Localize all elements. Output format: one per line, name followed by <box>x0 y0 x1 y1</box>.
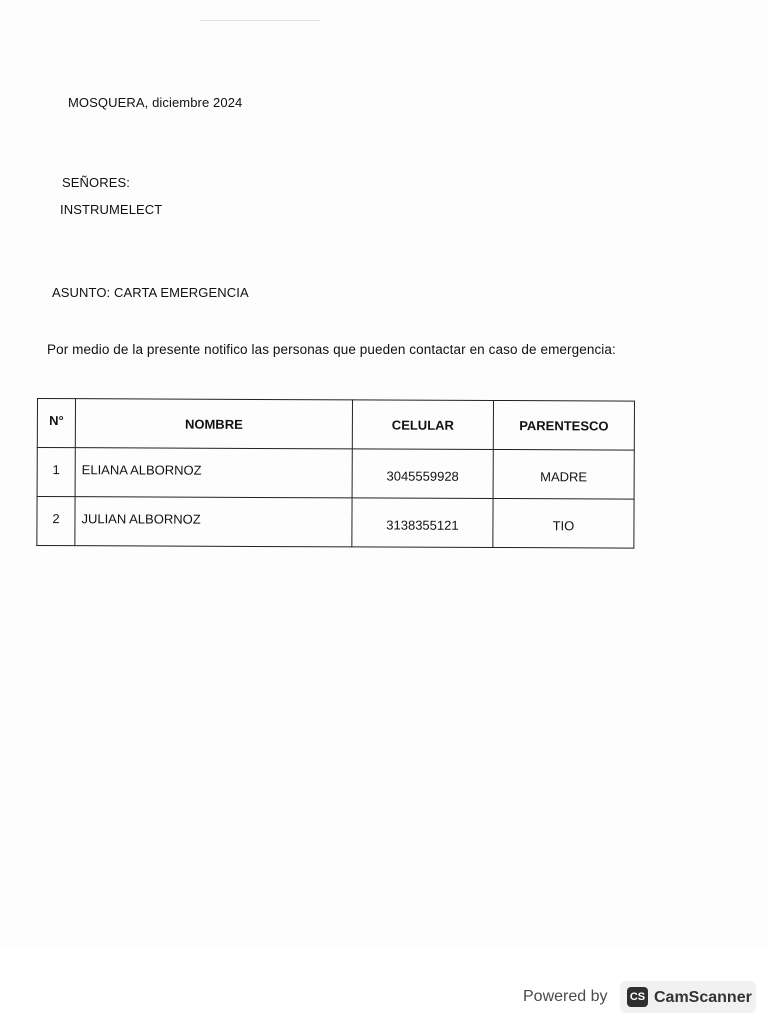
header-relation: PARENTESCO <box>493 400 634 450</box>
contact-phone: 3045559928 <box>352 449 493 499</box>
contact-relation: MADRE <box>493 449 634 499</box>
header-name: NOMBRE <box>75 399 352 449</box>
recipient-title: SEÑORES: <box>62 175 130 190</box>
table-row <box>37 497 634 549</box>
intro-paragraph: Por medio de la presente notifico las personas que pueden contactar en caso de emergencia: <box>47 342 616 357</box>
contact-phone: 3138355121 <box>352 498 493 548</box>
table-header-row <box>37 399 634 451</box>
powered-by-label: Powered by <box>523 988 608 1005</box>
recipient-company: INSTRUMELECT <box>60 202 163 217</box>
header-phone: CELULAR <box>352 400 493 450</box>
row-number: 1 <box>37 448 75 497</box>
camscanner-brand: CamScanner <box>654 989 752 1006</box>
scan-edge-mark <box>200 20 320 21</box>
emergency-contacts-table <box>36 398 635 549</box>
contact-name: ELIANA ALBORNOZ <box>75 448 352 498</box>
contact-relation: TIO <box>493 498 634 548</box>
camscanner-logo-icon: CS <box>627 987 648 1007</box>
table-row <box>37 448 634 500</box>
contact-name: JULIAN ALBORNOZ <box>75 497 352 547</box>
row-number: 2 <box>37 497 75 546</box>
city-date: MOSQUERA, diciembre 2024 <box>68 95 243 110</box>
header-number: N° <box>37 399 75 448</box>
subject-line: ASUNTO: CARTA EMERGENCIA <box>52 285 249 300</box>
